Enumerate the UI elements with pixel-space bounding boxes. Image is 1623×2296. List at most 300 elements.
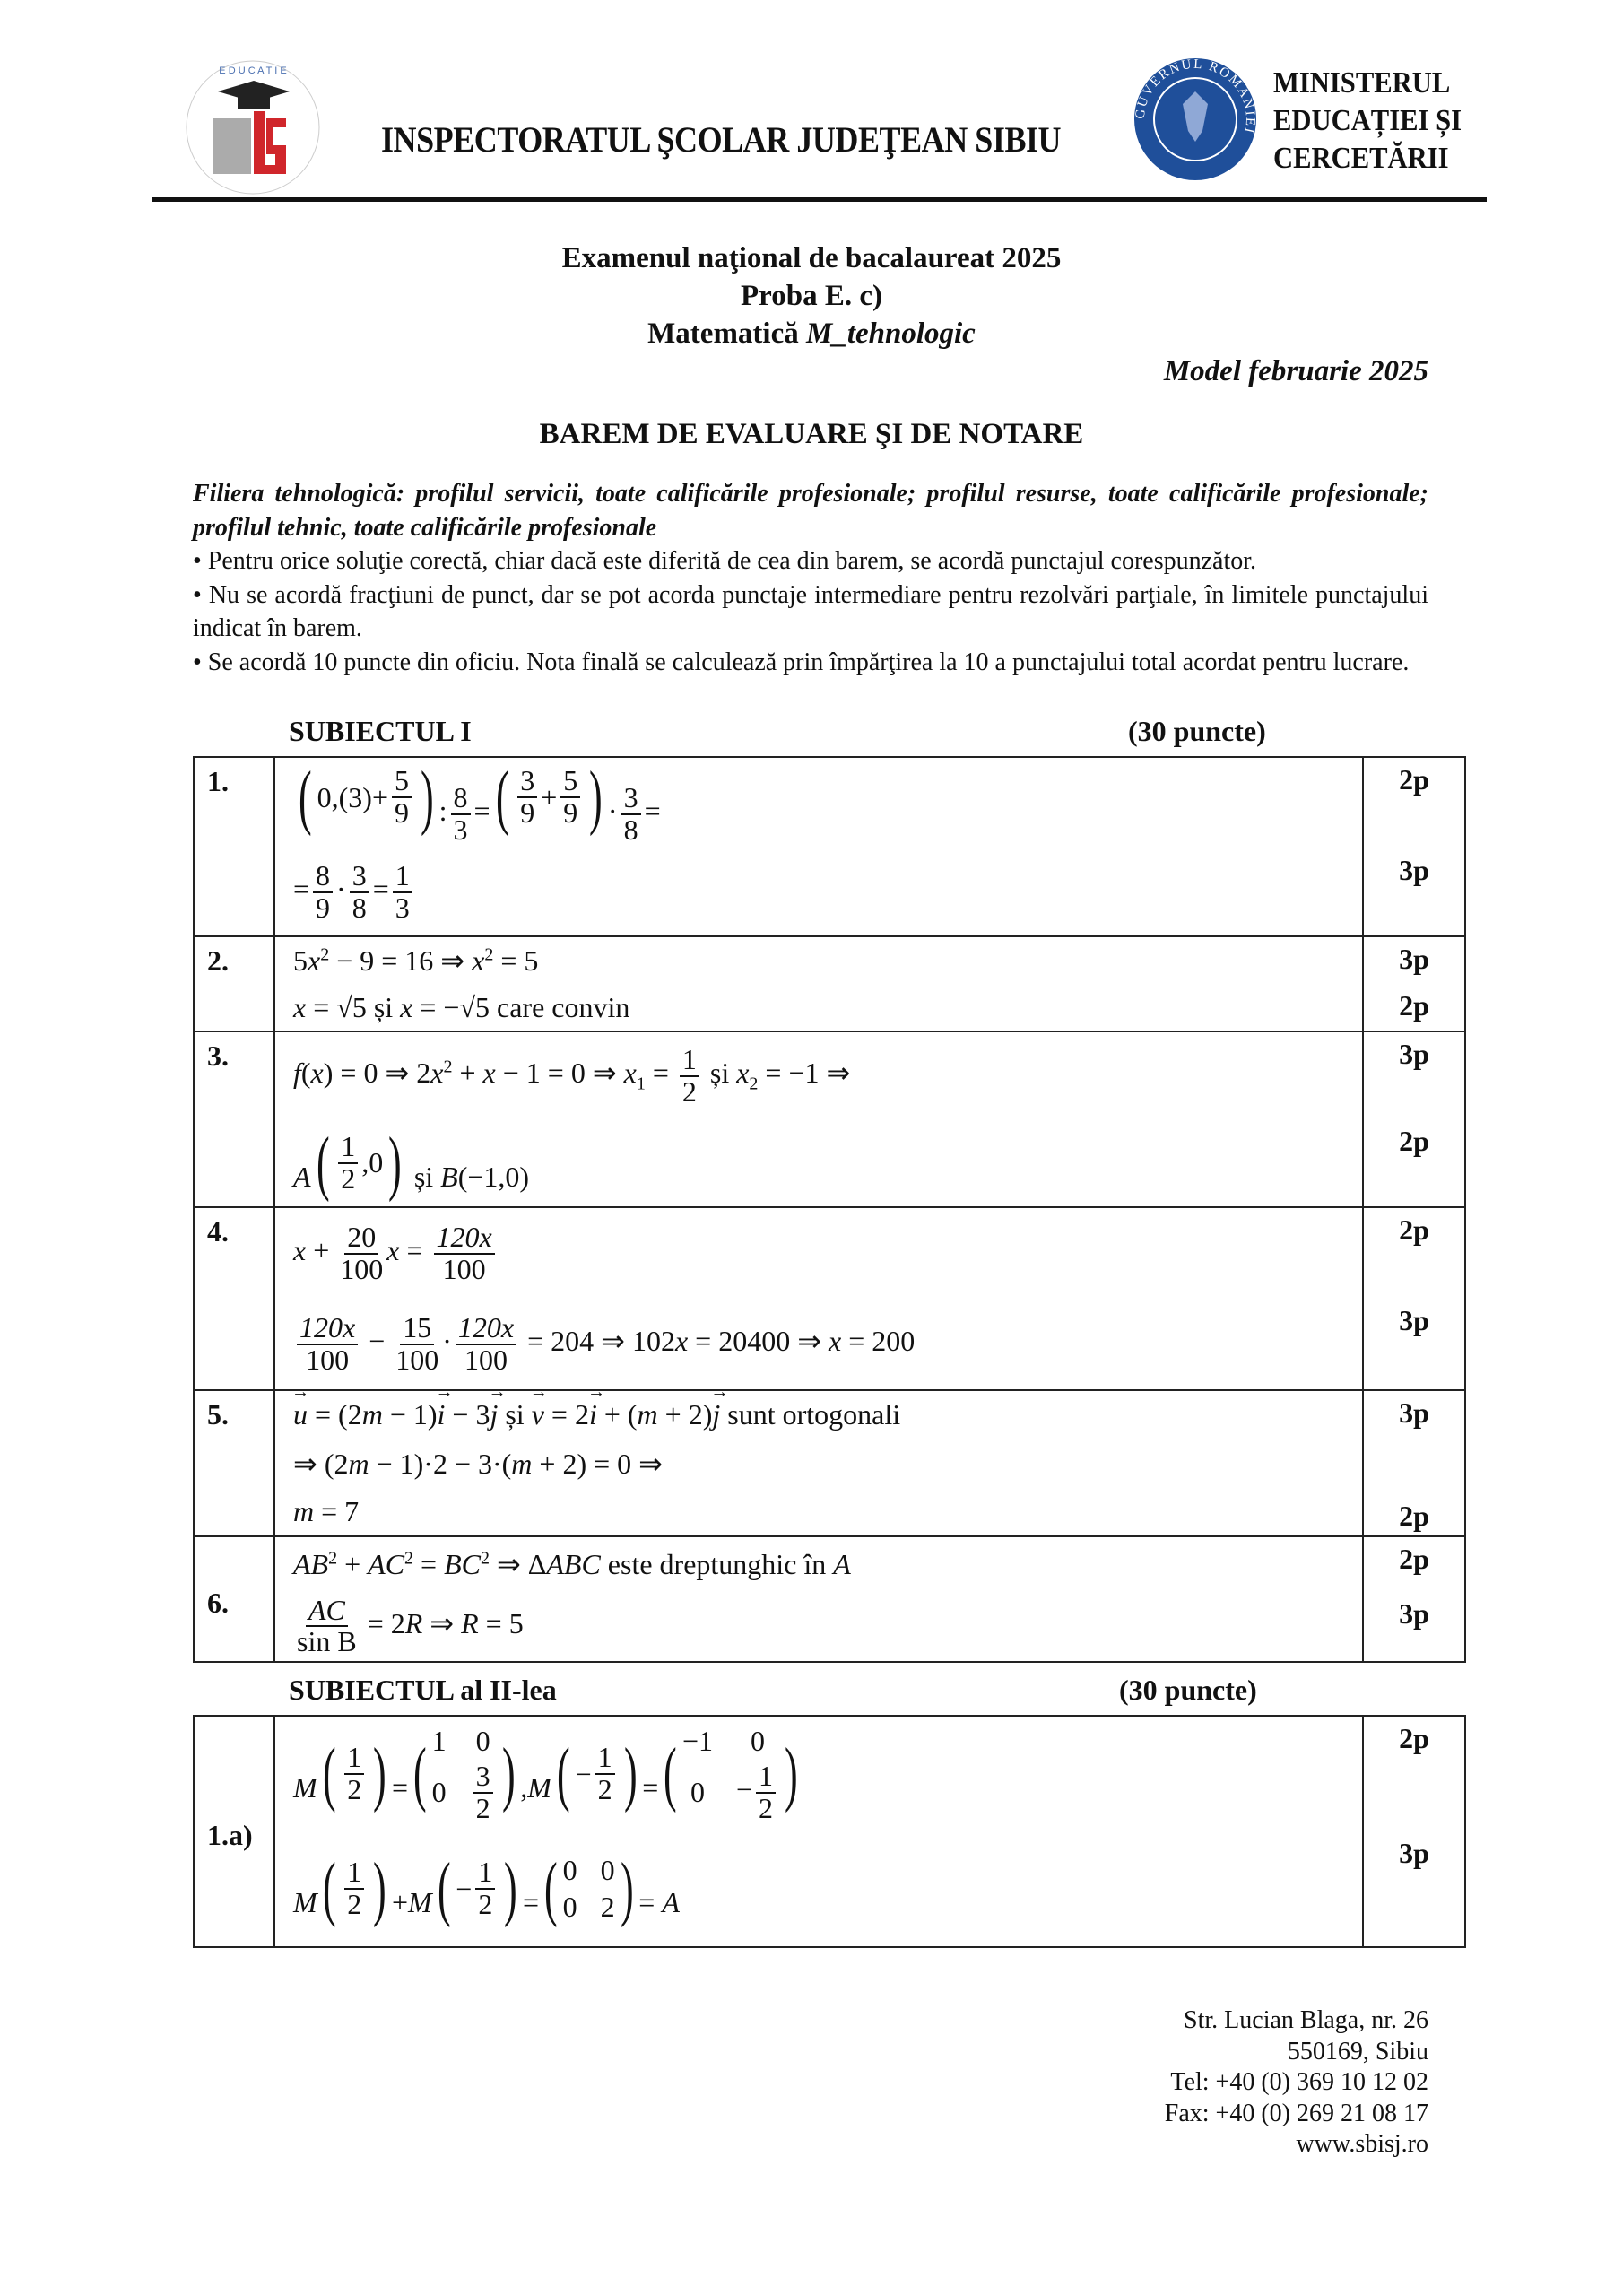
solution-step	[275, 1592, 1464, 1661]
item-solution	[275, 1391, 1464, 1535]
table-row	[195, 1208, 1464, 1391]
math-text: −	[456, 1872, 473, 1905]
math-text: 8	[623, 813, 638, 846]
math-variable: m	[637, 1398, 658, 1431]
math-variable: x	[386, 1233, 400, 1266]
left-paren-glyph: (	[316, 1123, 330, 1203]
math-text: +	[452, 1056, 483, 1089]
fraction-numerator	[344, 1857, 364, 1890]
step-points: 3p	[1362, 937, 1464, 984]
solution-step	[275, 1537, 1464, 1592]
fraction-numerator	[313, 861, 333, 893]
item-number: 3.	[195, 1032, 275, 1206]
step-points: 3p	[1362, 1391, 1464, 1439]
matrix-cell	[682, 1725, 713, 1758]
fraction-numerator	[621, 783, 641, 815]
instruction-bullet: • Pentru orice soluţie corectă, chiar dacă este diferită de cea din barem, se acordă punctajul corespunzător.	[193, 547, 1257, 575]
math-text: 3	[623, 781, 638, 814]
math-group	[293, 1849, 680, 1928]
math-text: = √5 și	[306, 990, 401, 1023]
step-points: 3p	[1362, 1032, 1464, 1119]
fraction-numerator	[473, 1761, 493, 1794]
math-text: 100	[442, 1252, 486, 1285]
government-seal	[1132, 56, 1259, 183]
solution-step	[275, 937, 1464, 984]
item-solution	[275, 1537, 1464, 1661]
math-text: :	[438, 795, 447, 827]
fraction-denominator	[316, 893, 330, 924]
math-fraction	[560, 766, 580, 828]
item-number: 1.a)	[195, 1717, 275, 1946]
left-paren-glyph: (	[495, 758, 509, 837]
instruction-bullet: • Nu se acordă fracţiuni de punct, dar se pot acorda punctaje intermediare pentru rezolvări parţiale, în limitele punctajului indicat în barem.	[193, 580, 1428, 642]
left-paren-glyph: (	[322, 1735, 336, 1813]
solution-math	[275, 1391, 1362, 1439]
math-group	[293, 1310, 916, 1376]
math-text: 8	[316, 859, 331, 892]
math-group	[293, 1042, 851, 1108]
math-subscript: 2	[749, 1074, 759, 1094]
matrix-cell	[690, 1776, 705, 1809]
math-text: AC	[308, 1593, 345, 1626]
math-text: 120x	[299, 1310, 356, 1344]
fraction-denominator	[347, 1775, 361, 1805]
math-text: =	[293, 872, 310, 905]
fraction-denominator	[395, 1345, 438, 1376]
math-text: 1	[347, 1741, 362, 1774]
matrix-grid	[432, 1725, 497, 1823]
math-parentheses	[317, 1849, 392, 1928]
left-paren-glyph: (	[412, 1735, 427, 1813]
fraction-numerator	[344, 1743, 364, 1775]
matrix-cell	[432, 1776, 447, 1809]
fraction-denominator	[520, 798, 534, 829]
math-variable: A	[662, 1886, 680, 1918]
header-divider	[152, 197, 1487, 202]
math-text: = 20400 ⇒	[688, 1324, 829, 1357]
right-paren-glyph: )	[589, 758, 603, 837]
barem-title: BAREM DE EVALUARE ŞI DE NOTARE	[539, 418, 1084, 450]
solution-math	[275, 1717, 1362, 1831]
left-paren-glyph: (	[556, 1735, 570, 1813]
fraction-denominator	[340, 1252, 384, 1285]
ministry-name	[1273, 65, 1462, 178]
math-vector: → u	[293, 1398, 308, 1431]
math-variable: R	[461, 1606, 479, 1639]
address-web[interactable]: www.sbisj.ro	[1296, 2130, 1428, 2158]
math-vector: → i	[589, 1398, 597, 1431]
math-variable: f	[293, 1056, 301, 1089]
math-fraction	[393, 861, 412, 923]
fraction-denominator	[464, 1345, 508, 1376]
matrix-cell	[563, 1891, 577, 1924]
subiect2-table	[193, 1715, 1466, 1948]
math-text: 2	[475, 1791, 490, 1824]
step-points	[1362, 1439, 1464, 1488]
ministry-line: MINISTERUL	[1273, 66, 1451, 100]
item-number: 6.	[195, 1537, 275, 1661]
math-text: 3	[475, 1759, 490, 1792]
math-text: 1	[478, 1856, 493, 1889]
fraction-numerator	[306, 1593, 348, 1628]
table-row	[195, 1032, 1464, 1208]
fraction-numerator	[680, 1042, 699, 1077]
math-text: 2	[600, 1891, 615, 1923]
math-text: și	[498, 1398, 532, 1431]
fraction-denominator	[681, 1074, 697, 1108]
math-text: sunt ortogonali	[720, 1398, 901, 1431]
right-paren-glyph: )	[623, 1735, 638, 1813]
math-variable: x	[310, 1056, 324, 1089]
right-paren-glyph: )	[501, 1735, 516, 1813]
right-paren-glyph: )	[373, 1849, 386, 1928]
item-number: 5.	[195, 1391, 275, 1535]
math-text: + 2)	[657, 1398, 713, 1431]
subiect1-table	[193, 756, 1466, 1663]
table-row	[195, 1537, 1464, 1661]
model-date: Model februarie 2025	[1163, 355, 1428, 387]
math-variable: x	[829, 1324, 842, 1357]
math-fraction	[456, 1310, 516, 1376]
solution-step	[275, 1208, 1464, 1299]
math-group	[293, 1398, 900, 1431]
solution-step	[275, 1119, 1464, 1206]
math-text: (	[300, 1056, 311, 1089]
item-number: 1.	[195, 758, 275, 935]
math-group	[293, 1593, 524, 1658]
math-group	[293, 1222, 499, 1284]
math-text: 8	[352, 891, 367, 924]
step-points: 2p	[1362, 1487, 1464, 1535]
subiect1-points: (30 puncte)	[1128, 715, 1266, 747]
matrix-cell	[470, 1761, 497, 1823]
instructions	[193, 477, 1428, 679]
math-fraction	[344, 1857, 364, 1919]
item-solution	[275, 1717, 1464, 1946]
math-text: 0	[431, 1776, 447, 1808]
inspectorate-title: INSPECTORATUL ŞCOLAR JUDEŢEAN SIBIU	[381, 119, 1062, 160]
math-text: +	[541, 780, 558, 813]
fraction-denominator	[352, 893, 367, 924]
math-variable: x	[482, 1056, 496, 1089]
step-points: 2p	[1362, 758, 1464, 848]
math-group	[735, 1759, 779, 1824]
math-text: 2	[341, 1161, 356, 1195]
math-variable: M	[527, 1771, 551, 1804]
math-matrix	[539, 1849, 638, 1928]
solution-math	[275, 1487, 1362, 1535]
solution-step	[275, 848, 1464, 935]
address-block	[1165, 2005, 1428, 2161]
math-text: =	[391, 1771, 408, 1804]
solution-math	[275, 1592, 1362, 1661]
math-variable: x	[674, 1324, 689, 1357]
math-vector: → j	[490, 1398, 498, 1431]
math-text: ⇒ (2	[293, 1447, 349, 1480]
math-parentheses	[551, 1735, 642, 1813]
item-solution	[275, 758, 1464, 935]
matrix-cell	[476, 1725, 490, 1758]
math-text: și	[702, 1056, 737, 1089]
ministry-line: EDUCAȚIEI ȘI	[1273, 104, 1462, 137]
math-variable: A	[293, 1160, 311, 1193]
math-text: ) = 0 ⇒ 2	[323, 1056, 431, 1089]
solution-step	[275, 1831, 1464, 1946]
math-fraction	[451, 783, 471, 845]
math-superscript: 2	[328, 1548, 338, 1569]
math-text: 100	[340, 1252, 384, 1285]
math-text: 0	[475, 1724, 490, 1757]
address-tel: Tel: +40 (0) 369 10 12 02	[1170, 2068, 1428, 2096]
fraction-numerator	[456, 1310, 516, 1345]
math-variable: M	[293, 1771, 317, 1804]
math-variable: ABC	[546, 1548, 601, 1581]
fraction-numerator	[434, 1222, 495, 1255]
math-variable: R	[404, 1606, 423, 1639]
fraction-numerator	[475, 1857, 495, 1890]
math-text: =	[399, 1233, 430, 1266]
matrix-grid	[682, 1725, 779, 1823]
math-text: ⇒	[422, 1606, 462, 1639]
subiect2-points: (30 puncte)	[1119, 1674, 1257, 1706]
math-fraction	[297, 1310, 358, 1376]
math-text: − 1)	[382, 1398, 438, 1431]
fraction-numerator	[338, 1129, 358, 1164]
math-superscript: 2	[480, 1548, 490, 1569]
math-text: ⇒ Δ	[489, 1548, 547, 1581]
right-paren-glyph: )	[388, 1123, 402, 1203]
address-city: 550169, Sibiu	[1287, 2037, 1428, 2066]
step-points: 3p	[1362, 1592, 1464, 1661]
math-fraction	[473, 1761, 493, 1823]
fraction-denominator	[341, 1161, 356, 1195]
math-text: (−1,0)	[457, 1160, 530, 1193]
math-text: 9	[563, 796, 578, 829]
math-group	[293, 1123, 530, 1203]
math-parentheses	[432, 1849, 523, 1928]
math-superscript: 2	[320, 944, 330, 965]
fraction-denominator	[475, 1791, 490, 1824]
solution-math	[275, 848, 1362, 935]
math-text: 5	[395, 764, 409, 797]
math-variable: AC	[368, 1548, 405, 1581]
fraction-numerator	[560, 766, 580, 798]
fraction-numerator	[451, 783, 471, 815]
math-text: +	[306, 1233, 337, 1266]
math-text: 0	[562, 1854, 577, 1886]
math-text: și	[406, 1160, 441, 1193]
item-solution	[275, 937, 1464, 1031]
math-fraction	[338, 1129, 358, 1195]
math-text: 2	[347, 1773, 362, 1805]
math-fraction	[517, 766, 537, 828]
fraction-denominator	[598, 1775, 612, 1805]
step-points: 3p	[1362, 1831, 1464, 1946]
svg-text:E D U C A T I E: E D U C A T I E	[219, 65, 287, 76]
math-parentheses	[317, 1735, 392, 1813]
math-text: 9	[316, 891, 331, 924]
left-paren-glyph: (	[298, 758, 312, 837]
math-text: 1	[597, 1741, 612, 1774]
fraction-denominator	[306, 1345, 349, 1376]
solution-math	[275, 1439, 1362, 1488]
solution-step	[275, 758, 1464, 848]
math-text: =	[642, 1771, 659, 1804]
exam-proba: Proba E. c)	[741, 280, 882, 312]
math-text: 3	[453, 813, 468, 846]
solution-step	[275, 984, 1464, 1031]
math-group	[293, 1547, 851, 1581]
math-text: 120x	[457, 1310, 515, 1344]
math-text: 0,(3)+	[317, 780, 388, 813]
math-text: 3	[352, 859, 367, 892]
isj-sibiu-logo	[173, 56, 333, 199]
math-vector: → j	[712, 1398, 720, 1431]
math-variable: m	[348, 1447, 369, 1480]
math-variable: A	[833, 1548, 851, 1581]
math-fraction	[395, 1310, 439, 1376]
math-text: 2	[681, 1074, 697, 1108]
math-text: −1	[681, 1724, 713, 1757]
solution-step	[275, 1487, 1464, 1535]
math-text: = −√5 care convin	[412, 990, 630, 1023]
math-group	[293, 944, 538, 978]
step-points: 2p	[1362, 1208, 1464, 1299]
solution-math	[275, 758, 1362, 848]
math-text: 1	[681, 1042, 697, 1075]
math-fraction	[297, 1593, 357, 1658]
matrix-cell	[601, 1854, 615, 1887]
math-text: = 5	[493, 944, 539, 977]
fraction-denominator	[395, 893, 410, 924]
math-text: = −1 ⇒	[758, 1056, 851, 1089]
math-text: 0	[600, 1854, 615, 1886]
subject-name: Matematică	[647, 317, 806, 350]
solution-math	[275, 1299, 1362, 1389]
math-fraction	[392, 766, 412, 828]
math-text: 1	[759, 1759, 774, 1792]
step-points: 3p	[1362, 1299, 1464, 1389]
math-text: + (	[596, 1398, 638, 1431]
math-text: 1	[347, 1856, 362, 1889]
math-variable: B	[440, 1160, 458, 1193]
math-text: = 2	[543, 1398, 589, 1431]
matrix-cell	[751, 1725, 765, 1758]
math-text: 2	[478, 1888, 493, 1920]
step-points: 2p	[1362, 984, 1464, 1031]
math-text: = 204 ⇒ 102	[520, 1324, 675, 1357]
item-number: 4.	[195, 1208, 275, 1389]
left-paren-glyph: (	[322, 1849, 336, 1928]
math-fraction	[350, 861, 369, 923]
solution-math	[275, 1537, 1362, 1592]
exam-title: Examenul naţional de bacalaureat 2025	[561, 242, 1062, 274]
math-text: 5	[563, 764, 578, 797]
fraction-numerator	[344, 1222, 378, 1255]
fraction-denominator	[563, 798, 577, 829]
fraction-numerator	[595, 1743, 615, 1775]
math-fraction	[340, 1222, 383, 1284]
math-fraction	[434, 1222, 495, 1284]
fraction-numerator	[392, 766, 412, 798]
math-text: 8	[453, 781, 468, 814]
math-text: −	[361, 1324, 393, 1357]
math-variable: AB	[293, 1548, 329, 1581]
math-subscript: 1	[636, 1074, 646, 1094]
math-fraction	[680, 1042, 699, 1108]
fraction-denominator	[759, 1791, 774, 1824]
fraction-denominator	[478, 1890, 492, 1920]
left-paren-glyph: (	[437, 1849, 451, 1928]
math-group	[293, 1725, 803, 1823]
fraction-denominator	[347, 1890, 361, 1920]
math-text: +	[391, 1886, 408, 1918]
solution-step	[275, 1439, 1464, 1488]
math-text: − 9 = 16 ⇒	[329, 944, 473, 977]
math-matrix	[408, 1725, 520, 1823]
math-text: 5	[293, 944, 308, 977]
instruction-bullet: • Se acordă 10 puncte din oficiu. Nota finală se calculează prin împărţirea la 10 a punctajului total acordat pentru lucrare.	[193, 648, 1410, 676]
math-text: 1	[341, 1129, 356, 1162]
fraction-numerator	[400, 1310, 434, 1345]
math-superscript: 2	[404, 1548, 414, 1569]
solution-math	[275, 1032, 1362, 1119]
math-variable: BC	[444, 1548, 481, 1581]
math-text: − 1 = 0 ⇒	[495, 1056, 624, 1089]
matrix-cell	[601, 1891, 615, 1924]
math-text: =	[522, 1886, 540, 1918]
math-fraction	[475, 1857, 495, 1919]
matrix-cell	[736, 1761, 779, 1823]
math-text: 2	[597, 1773, 612, 1805]
fraction-denominator	[454, 815, 468, 846]
math-text: ·	[336, 872, 346, 905]
math-text: = 7	[314, 1494, 360, 1527]
table-row	[195, 758, 1464, 937]
math-text: ·	[442, 1324, 452, 1357]
math-text: 2	[759, 1791, 774, 1824]
address-fax: Fax: +40 (0) 269 21 08 17	[1164, 2099, 1428, 2127]
step-points: 2p	[1362, 1537, 1464, 1592]
step-points: 3p	[1362, 848, 1464, 935]
fraction-denominator	[395, 798, 409, 829]
item-solution	[275, 1032, 1464, 1206]
left-paren-glyph: (	[544, 1849, 558, 1928]
ministry-line: CERCETĂRII	[1273, 142, 1449, 175]
math-text: 20	[347, 1220, 377, 1253]
math-text: = 2	[360, 1606, 405, 1639]
math-text: =	[473, 795, 490, 827]
math-text: 2	[347, 1888, 362, 1920]
math-text: 100	[395, 1343, 439, 1376]
math-group	[293, 991, 629, 1024]
math-fraction	[756, 1761, 776, 1823]
left-paren-glyph: (	[664, 1735, 677, 1813]
math-text: 100	[464, 1343, 508, 1376]
math-text: 1	[395, 859, 410, 892]
fraction-numerator	[756, 1761, 776, 1794]
math-fraction	[621, 783, 641, 845]
right-paren-glyph: )	[373, 1735, 386, 1813]
math-text: − 1)·2 − 3·(	[369, 1447, 512, 1480]
math-variable: m	[293, 1494, 315, 1527]
math-variable: x	[623, 1056, 637, 1089]
math-parentheses	[311, 1123, 407, 1203]
math-text: 3	[395, 891, 410, 924]
seal-text: GUVERNUL ROMÂNIEI	[1133, 57, 1258, 136]
math-text: este dreptunghic în	[600, 1548, 834, 1581]
math-variable: x	[430, 1056, 444, 1089]
